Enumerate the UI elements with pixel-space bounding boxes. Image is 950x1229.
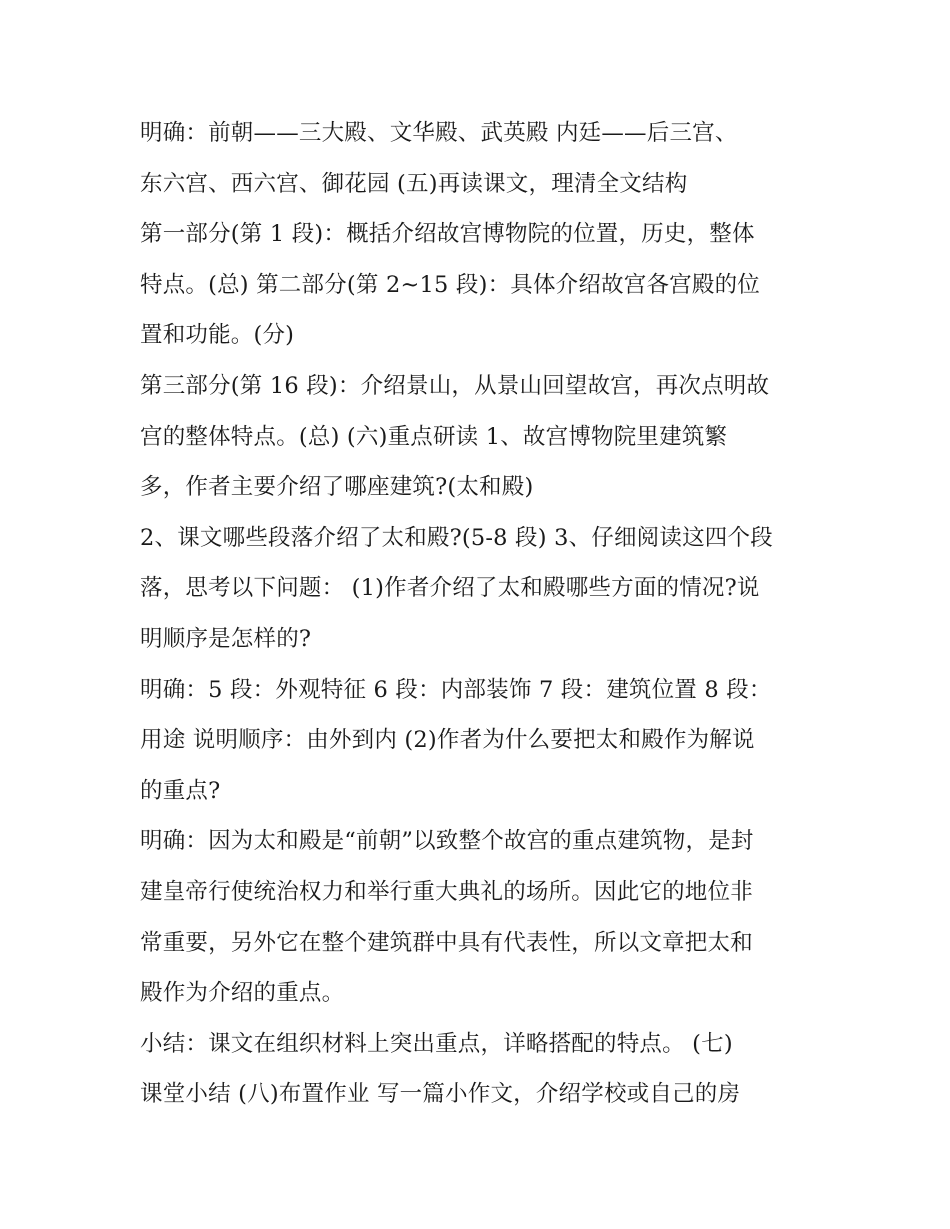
document-body — [140, 108, 820, 1120]
text-line: 第三部分(第 16 段)：介绍景山，从景山回望故宫，再次点明故 — [140, 372, 770, 399]
text-line: 置和功能。(分) — [140, 322, 295, 349]
text-line: 建皇帝行使统治权力和举行重大典礼的场所。因此它的地位非 — [140, 878, 753, 905]
text-line: 特点。(总) 第二部分(第 2~15 段)：具体介绍故宫各宫殿的位 — [140, 271, 760, 298]
text-line: 的重点? — [140, 777, 221, 804]
text-line: 2、课文哪些段落介绍了太和殿?(5-8 段) 3、仔细阅读这四个段 — [140, 524, 773, 551]
text-line: 殿作为介绍的重点。 — [140, 980, 345, 1007]
text-line: 用途 说明顺序：由外到内 (2)作者为什么要把太和殿作为解说 — [140, 727, 755, 754]
text-line: 明确：5 段：外观特征 6 段：内部装饰 7 段：建筑位置 8 段： — [140, 676, 772, 703]
text-line: 第一部分(第 1 段)：概括介绍故宫博物院的位置，历史，整体 — [140, 221, 755, 248]
text-line: 落，思考以下问题： (1)作者介绍了太和殿哪些方面的情况?说 — [140, 575, 760, 602]
text-line: 东六宫、西六宫、御花园 (五)再读课文，理清全文结构 — [140, 170, 688, 197]
text-line: 常重要，另外它在整个建筑群中具有代表性，所以文章把太和 — [140, 929, 753, 956]
text-line: 明确：因为太和殿是“前朝”以致整个故宫的重点建筑物，是封 — [140, 828, 754, 855]
text-line: 宫的整体特点。(总) (六)重点研读 1、故宫博物院里建筑繁 — [140, 423, 728, 450]
text-line: 多，作者主要介绍了哪座建筑?(太和殿) — [140, 474, 534, 501]
text-line: 明确：前朝——三大殿、文华殿、武英殿 内廷——后三宫、 — [140, 120, 738, 146]
text-line: 课堂小结 (八)布置作业 写一篇小作文，介绍学校或自己的房 — [140, 1081, 741, 1108]
text-line: 小结：课文在组织材料上突出重点，详略搭配的特点。 (七) — [140, 1030, 733, 1057]
text-line: 明顺序是怎样的? — [140, 625, 312, 652]
